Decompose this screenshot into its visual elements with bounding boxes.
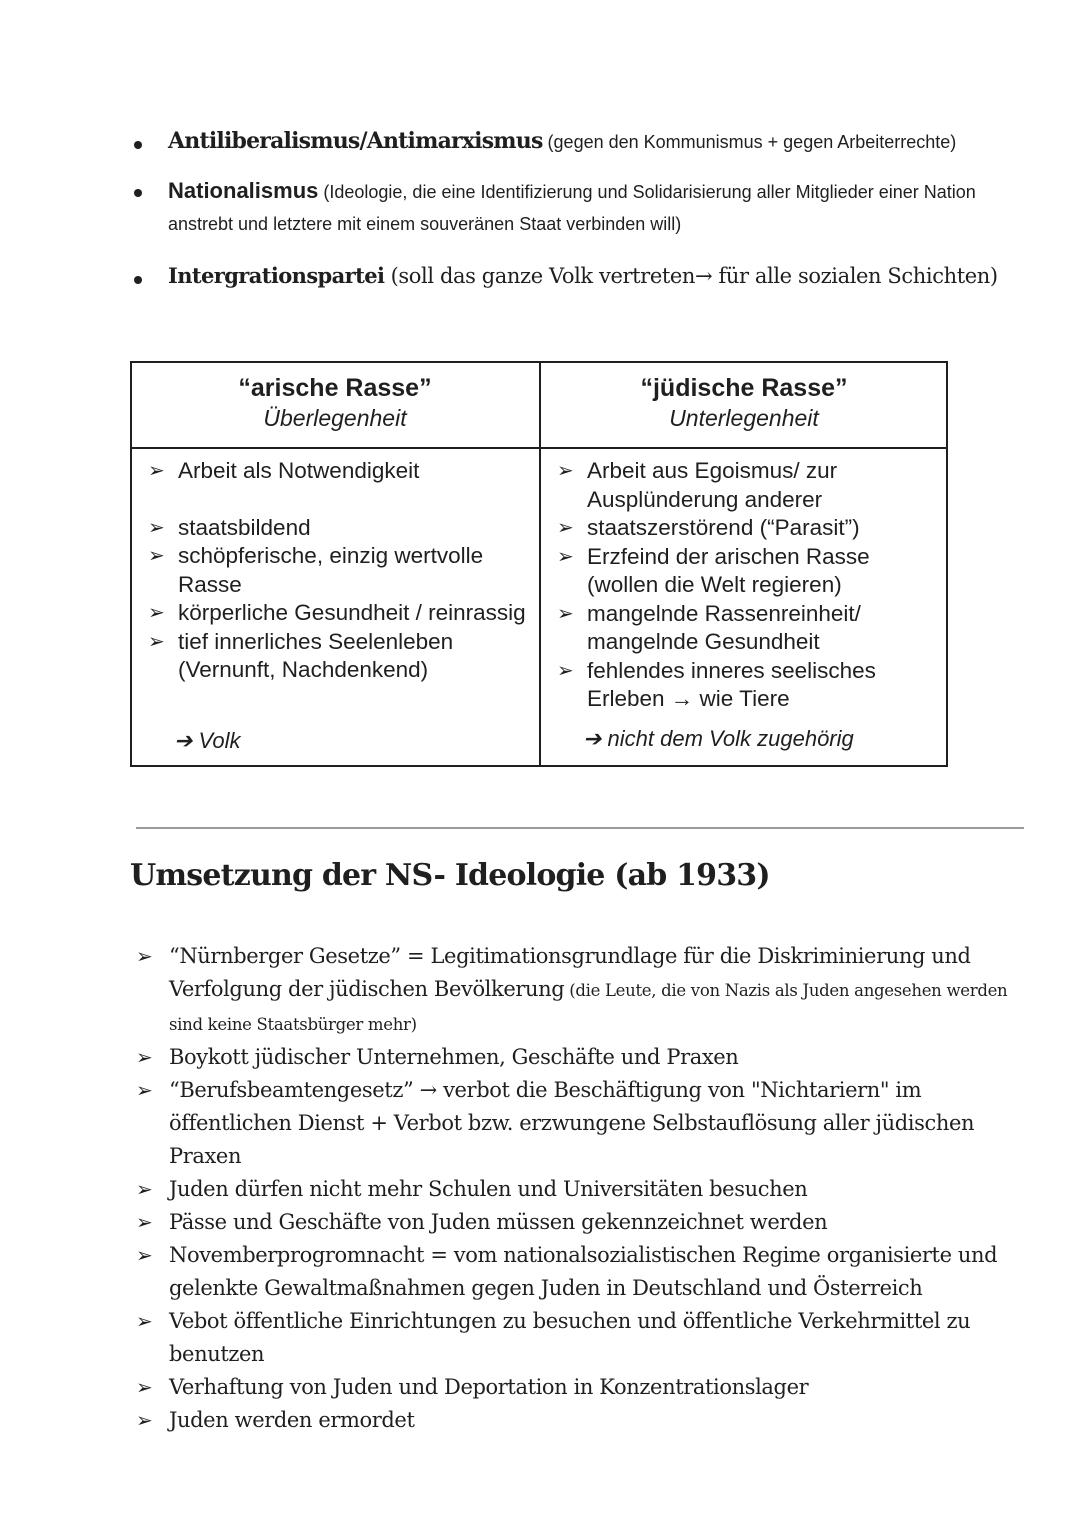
arrow-bullet-icon: ➢ (148, 602, 165, 624)
list-item-note: (die Leute, die von Nazis als Juden angesehen werden sind keine Staatsbürger mehr) (169, 981, 1008, 1034)
arrow-bullet-icon: ➢ (557, 517, 574, 539)
list-item (136, 940, 1026, 1041)
comparison-table (130, 361, 948, 767)
arrow-bullet-icon: ➢ (136, 1177, 153, 1201)
list-item (557, 543, 937, 600)
column-conclusion: ➔ nicht dem Volk zugehörig (583, 726, 854, 751)
list-item-text: Pässe und Geschäfte von Juden müssen gekennzeichnet werden (169, 1210, 828, 1234)
list-item-text: staatszerstörend (“Parasit”) (587, 515, 860, 540)
column-list (148, 457, 528, 685)
list-item (148, 457, 528, 486)
arrow-bullet-icon: ➢ (136, 1309, 153, 1333)
list-item (136, 1206, 1026, 1239)
list-item-text: Novemberprogromnacht = vom nationalsozialistischen Regime organisierte und gelenkte Gewaltmaßnahmen gegen Juden in Deutschland und Österreich (169, 1243, 998, 1300)
list-item (136, 1371, 1026, 1404)
arrow-bullet-icon: ➢ (557, 460, 574, 482)
arrow-bullet-icon: ➢ (136, 1243, 153, 1267)
column-title: “arische Rasse” (238, 374, 432, 402)
list-item-text: fehlendes inneres seelisches Erleben → wie Tiere (587, 657, 876, 711)
list-item (136, 1404, 1026, 1437)
list-item-text: schöpferische, einzig wertvolle Rasse (178, 543, 484, 597)
arrow-bullet-icon: ➢ (136, 1045, 153, 1069)
bullet-item (130, 128, 1010, 154)
ideology-bullet-list (130, 128, 1010, 310)
arrow-bullet-icon: ➢ (557, 659, 574, 682)
list-item-text: Juden werden ermordet (169, 1408, 415, 1432)
bullet-description: (gegen den Kommunismus + gegen Arbeiterrechte) (542, 132, 957, 152)
list-item-text: “Berufsbeamtengesetz” → verbot die Beschäftigung von "Nichtariern" im öffentlichen Dienst + Verbot bzw. erzwungene Selbstauflösung aller jüdischen Praxen (169, 1078, 975, 1168)
table-divider (132, 447, 946, 449)
list-item (148, 514, 528, 543)
list-item-text: Erzfeind der arischen Rasse (wollen die Welt regieren) (587, 543, 870, 597)
arrow-bullet-icon: ➢ (136, 1078, 153, 1102)
list-item (136, 1173, 1026, 1206)
list-item-text: Arbeit aus Egoismus/ zur Ausplünderung anderer (587, 458, 838, 512)
list-item-text: mangelnde Rassenreinheit/ mangelnde Gesundheit (587, 600, 861, 654)
bullet-dot-icon (134, 276, 142, 284)
arrow-bullet-icon: ➢ (148, 545, 165, 567)
list-item (557, 657, 937, 714)
arrow-bullet-icon: ➢ (136, 944, 153, 968)
list-item-text: Boykott jüdischer Unternehmen, Geschäfte und Praxen (169, 1045, 739, 1069)
bullet-dot-icon (134, 189, 142, 197)
arrow-bullet-icon: ➢ (148, 630, 165, 653)
implementation-list (136, 940, 1026, 1437)
bullet-item (130, 176, 1010, 241)
table-column-jewish (541, 363, 947, 751)
list-item-text: “Nürnberger Gesetze” = Legitimationsgrundlage für die Diskriminierung und Verfolgung der jüdischen Bevölkerung (169, 944, 971, 1001)
bullet-term: Nationalismus (168, 178, 319, 203)
list-item-text: tief innerliches Seelenleben (Vernunft, Nachdenkend) (178, 628, 454, 682)
arrow-bullet-icon: ➢ (136, 1210, 153, 1234)
list-item-text: Vebot öffentliche Einrichtungen zu besuchen und öffentliche Verkehrmittel zu benutzen (169, 1309, 971, 1366)
list-item (557, 600, 937, 657)
section-divider (136, 827, 1024, 829)
list-item-text: Arbeit als Notwendigkeit (178, 458, 420, 483)
column-list (557, 457, 937, 714)
table-header (541, 363, 947, 447)
arrow-bullet-icon: ➢ (136, 1375, 153, 1399)
column-subtitle: Überlegenheit (263, 405, 407, 431)
bullet-item (130, 263, 1010, 288)
bullet-description: (Ideologie, die eine Identifizierung und Solidarisierung aller Mitglieder einer Nation anstrebt und letztere mit einem souveränen Staat verbinden will) (168, 182, 976, 234)
list-item (148, 599, 528, 628)
bullet-term: Antiliberalismus/Antimarxismus (168, 128, 543, 154)
arrow-bullet-icon: ➢ (148, 516, 165, 539)
column-subtitle: Unterlegenheit (669, 405, 819, 431)
list-item (148, 542, 528, 599)
list-item-text: Verhaftung von Juden und Deportation in Konzentrationslager (169, 1375, 809, 1399)
list-item (557, 514, 937, 543)
bullet-description: (soll das ganze Volk vertreten→ für alle sozialen Schichten) (384, 264, 998, 288)
arrow-bullet-icon: ➢ (148, 460, 165, 482)
list-item (136, 1074, 1026, 1173)
column-title: “jüdische Rasse” (640, 374, 848, 402)
arrow-bullet-icon: ➢ (136, 1408, 153, 1432)
list-item (148, 628, 528, 685)
arrow-bullet-icon: ➢ (557, 545, 574, 568)
bullet-term: Intergrationspartei (168, 263, 385, 288)
table-column-aryan (132, 363, 538, 753)
list-item-text: körperliche Gesundheit / reinrassig (178, 600, 526, 625)
table-header (132, 363, 538, 447)
bullet-dot-icon (134, 141, 142, 149)
arrow-bullet-icon: ➢ (557, 602, 574, 625)
section-heading: Umsetzung der NS- Ideologie (ab 1933) (130, 858, 770, 893)
list-item-text: Juden dürfen nicht mehr Schulen und Universitäten besuchen (169, 1177, 808, 1201)
list-item (557, 457, 937, 514)
list-item (136, 1239, 1026, 1305)
list-item-text: staatsbildend (178, 514, 311, 540)
list-item (136, 1305, 1026, 1371)
column-conclusion: ➔ Volk (174, 728, 241, 753)
list-item (136, 1041, 1026, 1074)
